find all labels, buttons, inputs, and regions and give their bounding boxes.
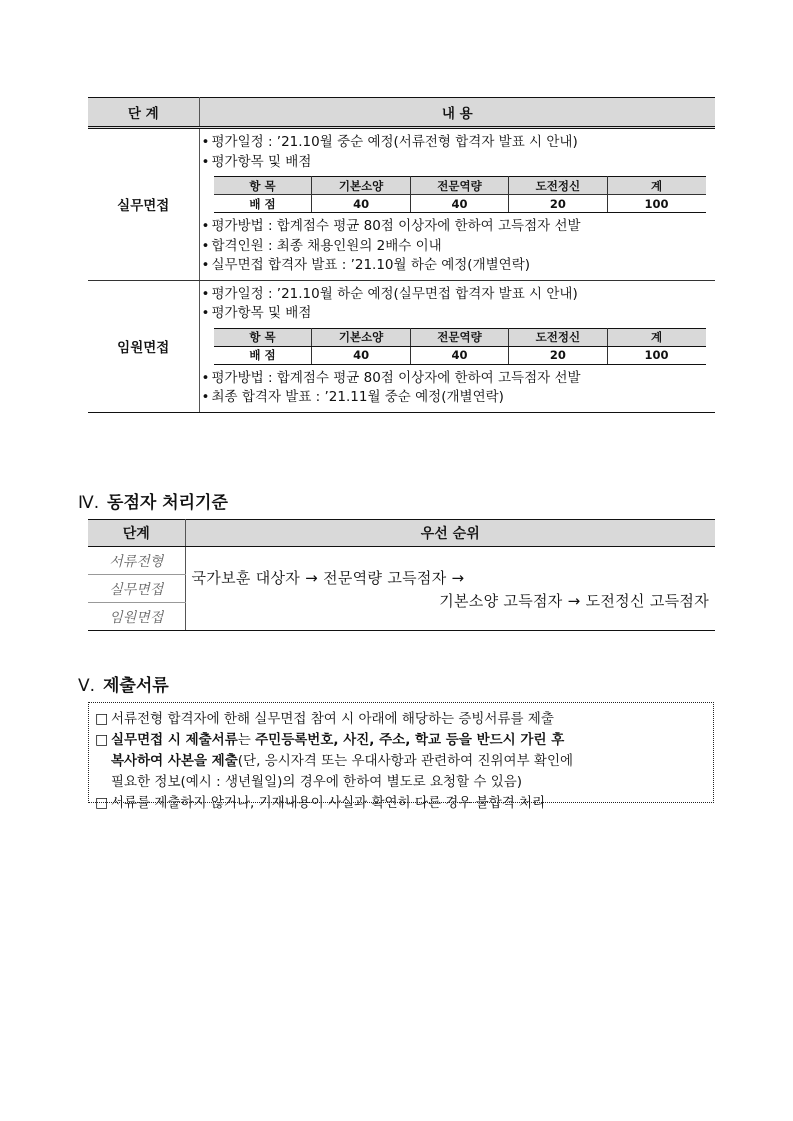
score-header-cell: 기본소양 <box>312 177 410 195</box>
bullet-item: • 평가일정 : ’21.10월 하순 예정(실무면접 합격자 발표 시 안내) <box>201 285 578 302</box>
stage-practical-interview: 실무면접 <box>88 575 185 603</box>
score-header-cell: 도전정신 <box>509 328 607 346</box>
bullet-item: • 실무면접 합격자 발표 : ’21.10월 하순 예정(개별연락) <box>201 257 531 273</box>
score-header-cell: 전문역량 <box>410 177 508 195</box>
score-value-cell: 40 <box>312 346 410 364</box>
score-value-cell: 배 점 <box>214 346 312 364</box>
score-value-cell: 20 <box>509 346 607 364</box>
list-item: □ 서류전형 합격자에 한해 실무면접 참여 시 아래에 해당하는 증빙서류를 제출 <box>95 709 707 730</box>
bullet-item: • 평가일정 : ’21.10월 중순 예정(서류전형 합격자 발표 시 안내) <box>201 134 578 150</box>
checkbox-icon: □ <box>95 732 109 748</box>
header-stage: 단 계 <box>88 98 199 128</box>
section-title: 동점자 처리기준 <box>107 493 228 513</box>
evaluation-stage-table <box>88 97 715 413</box>
score-value-cell: 20 <box>509 195 607 213</box>
score-value-cell: 40 <box>410 195 508 213</box>
tie-break-table <box>88 519 715 631</box>
score-header-cell: 기본소양 <box>312 328 410 346</box>
bullet-item: • 합격인원 : 최종 채용인원의 2배수 이내 <box>201 237 442 254</box>
section-heading-documents <box>78 671 169 696</box>
list-item: □ 서류를 제출하지 않거나, 기재내용이 사실과 확연히 다른 경우 불합격 처리 <box>95 793 707 814</box>
list-item: □ 실무면접 시 제출서류는 주민등록번호, 사진, 주소, 학교 등을 반드시 가린 후 <box>95 730 707 751</box>
header-priority: 우선 순위 <box>185 520 715 547</box>
score-value-cell: 40 <box>410 346 508 364</box>
score-header-cell: 계 <box>607 328 705 346</box>
section-title: 제출서류 <box>102 676 169 696</box>
stage-executive-interview: 임원면접 <box>88 603 185 631</box>
header-stage: 단계 <box>88 520 185 547</box>
score-header-cell: 도전정신 <box>509 177 607 195</box>
section-number: Ⅴ. <box>78 676 96 696</box>
score-header-cell: 전문역량 <box>410 328 508 346</box>
stage-content-executive-interview <box>199 280 715 412</box>
stage-document-screening: 서류전형 <box>88 547 185 575</box>
bullet-item: • 최종 합격자 발표 : ’21.11월 중순 예정(개별연락) <box>201 389 504 405</box>
score-table <box>214 176 706 213</box>
section-number: Ⅳ. <box>78 493 100 513</box>
score-header-cell: 항 목 <box>214 177 312 195</box>
priority-order <box>185 547 715 631</box>
submission-documents-box <box>88 702 714 811</box>
checkbox-icon: □ <box>95 711 109 727</box>
bullet-item: • 평가방법 : 합계점수 평균 80점 이상자에 한하여 고득점자 선발 <box>201 369 581 386</box>
stage-name-executive-interview: 임원면접 <box>88 280 199 412</box>
score-value-cell: 40 <box>312 195 410 213</box>
list-item-continuation: 복사하여 사본을 제출(단, 응시자격 또는 우대사항과 관련하여 진위여부 확인에 <box>111 753 574 769</box>
score-header-cell: 계 <box>607 177 705 195</box>
score-header-cell: 항 목 <box>214 328 312 346</box>
list-item-continuation: 필요한 정보(예시 : 생년월일)의 경우에 한하여 별도로 요청할 수 있음) <box>111 774 523 790</box>
section-heading-tie-break <box>78 488 228 513</box>
score-value-cell: 100 <box>607 195 705 213</box>
bullet-item: • 평가방법 : 합계점수 평균 80점 이상자에 한하여 고득점자 선발 <box>201 218 581 234</box>
priority-line: 국가보훈 대상자 → 전문역량 고득점자 → <box>191 568 465 587</box>
stage-content-practical-interview <box>199 128 715 281</box>
checkbox-icon: □ <box>95 795 109 811</box>
bullet-item: • 평가항목 및 배점 <box>201 153 312 170</box>
bullet-item: • 평가항목 및 배점 <box>201 305 312 321</box>
score-value-cell: 배 점 <box>214 195 312 213</box>
priority-line: 기본소양 고득점자 → 도전정신 고득점자 <box>439 591 709 610</box>
score-value-cell: 100 <box>607 346 705 364</box>
stage-name-practical-interview: 실무면접 <box>88 128 199 281</box>
header-content: 내 용 <box>199 98 715 128</box>
score-table <box>214 328 706 365</box>
